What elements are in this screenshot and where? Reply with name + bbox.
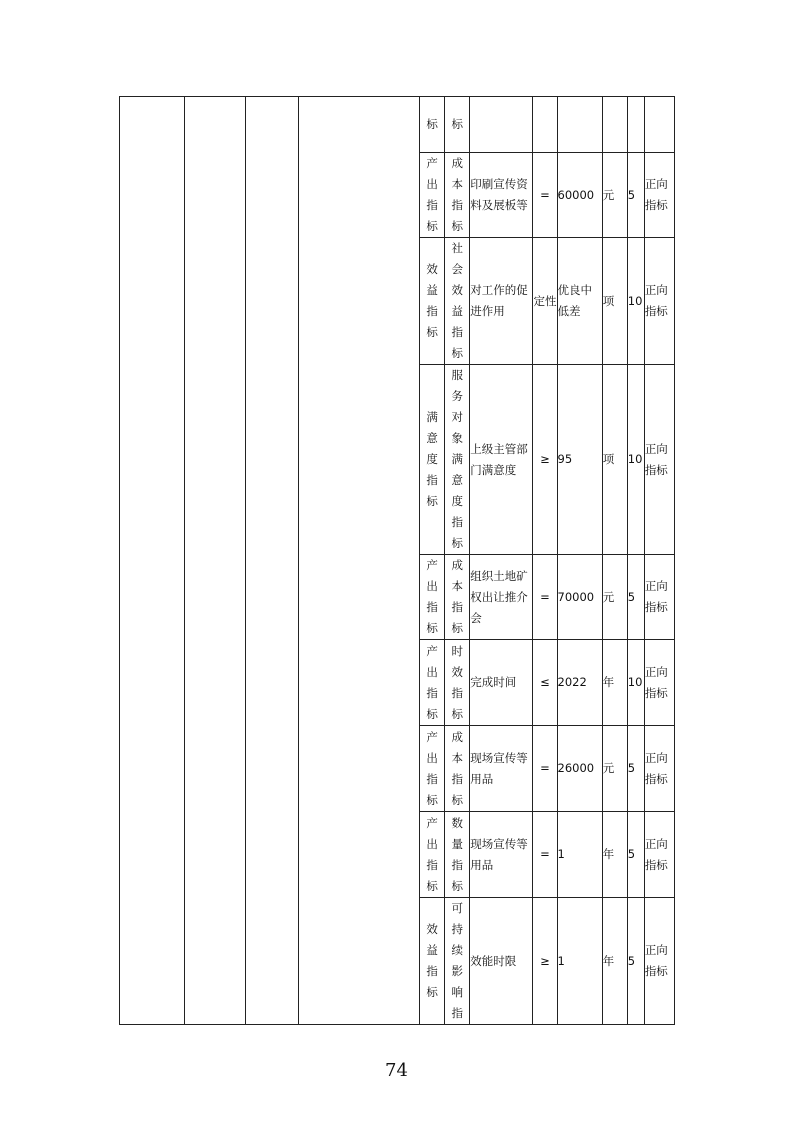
comparator-cell: [533, 153, 557, 238]
target-value-text: 70000: [557, 589, 595, 604]
comparator-text: 定性: [533, 293, 557, 308]
direction-cell: [644, 365, 674, 555]
target-value-text: 26000: [557, 761, 595, 775]
unit-cell: [602, 726, 627, 812]
score-text: 5: [627, 761, 636, 775]
level2-indicator-cell: [445, 812, 470, 898]
level2-indicator-cell: [445, 365, 470, 555]
unit-text: 元: [602, 761, 615, 775]
level3-indicator-text: 现场宣传等用品: [470, 750, 528, 786]
direction-text: 正向指标: [644, 441, 668, 477]
level1-indicator-cell: [420, 726, 445, 812]
level1-indicator-text: 产出指标: [426, 643, 438, 721]
page-number: 74: [385, 1060, 408, 1081]
target-value-cell: [557, 640, 602, 726]
direction-text: 正向指标: [644, 177, 668, 212]
target-value-cell: [557, 153, 602, 238]
level2-indicator-text: 数量指标: [451, 815, 463, 893]
comparator-text: =: [540, 847, 550, 861]
level2-indicator-cell: [445, 153, 470, 238]
comparator-text: ≤: [540, 675, 550, 689]
level3-indicator-text: 效能时限: [470, 953, 517, 968]
level1-indicator-text: 产出指标: [426, 815, 438, 893]
level1-indicator-text: 标: [426, 117, 438, 131]
level1-indicator-cell: [420, 97, 445, 153]
direction-cell: [644, 726, 674, 812]
direction-cell: [644, 640, 674, 726]
level2-indicator-text: 成本指标: [451, 156, 463, 233]
unit-cell: [602, 640, 627, 726]
direction-text: 正向指标: [644, 943, 668, 978]
unit-text: 年: [602, 847, 615, 861]
level1-indicator-text: 效益指标: [426, 262, 438, 339]
direction-text: 正向指标: [644, 283, 668, 318]
target-value-cell: [557, 365, 602, 555]
table-body: [120, 97, 675, 1025]
level3-indicator-cell: [470, 812, 533, 898]
comparator-cell: [533, 726, 557, 812]
score-cell: [627, 898, 644, 1025]
score-cell: [627, 812, 644, 898]
blank-merged-cell: [120, 97, 185, 1025]
score-text: 5: [627, 589, 636, 604]
direction-cell: [644, 555, 674, 640]
target-value-cell: [557, 238, 602, 365]
level2-indicator-text: 可持续影响指: [451, 901, 463, 1020]
direction-text: 正向指标: [644, 664, 668, 700]
unit-cell: [602, 555, 627, 640]
blank-merged-cell: [246, 97, 298, 1025]
score-text: 10: [627, 452, 643, 466]
target-value-text: 优良中低差: [557, 283, 593, 318]
unit-cell: [602, 365, 627, 555]
level3-indicator-cell: [470, 726, 533, 812]
level3-indicator-text: 对工作的促进作用: [470, 283, 528, 318]
level3-indicator-cell: [470, 365, 533, 555]
comparator-cell: [533, 555, 557, 640]
level3-indicator-text: 印刷宣传资料及展板等: [470, 177, 528, 212]
unit-text: 年: [602, 675, 615, 689]
unit-text: 项: [602, 452, 615, 466]
comparator-text: =: [540, 761, 550, 775]
comparator-text: ≥: [540, 452, 550, 466]
level1-indicator-text: 满意度指标: [426, 410, 438, 508]
unit-cell: [602, 153, 627, 238]
target-value-text: 60000: [557, 187, 595, 202]
direction-text: 正向指标: [644, 836, 668, 872]
level3-indicator-text: 组织土地矿权出让推介会: [470, 568, 528, 625]
level1-indicator-cell: [420, 812, 445, 898]
level1-indicator-text: 效益指标: [426, 922, 438, 999]
level2-indicator-cell: [445, 640, 470, 726]
level2-indicator-text: 时效指标: [451, 643, 463, 721]
direction-cell: [644, 898, 674, 1025]
comparator-text: =: [540, 187, 550, 202]
target-value-text: 95: [557, 452, 573, 466]
comparator-text: =: [540, 589, 550, 604]
level2-indicator-cell: [445, 898, 470, 1025]
target-value-cell: [557, 898, 602, 1025]
score-text: 5: [627, 847, 636, 861]
unit-text: 年: [602, 953, 615, 968]
comparator-cell: [533, 898, 557, 1025]
level2-indicator-cell: [445, 238, 470, 365]
level1-indicator-text: 产出指标: [426, 558, 438, 635]
level3-indicator-cell: [470, 97, 533, 153]
level1-indicator-text: 产出指标: [426, 729, 438, 807]
level2-indicator-text: 成本指标: [451, 729, 463, 807]
score-cell: [627, 640, 644, 726]
score-cell: [627, 153, 644, 238]
score-cell: [627, 365, 644, 555]
comparator-text: ≥: [540, 953, 550, 968]
unit-text: 元: [602, 589, 615, 604]
unit-cell: [602, 238, 627, 365]
level2-indicator-cell: [445, 726, 470, 812]
level2-indicator-text: 社会效益指标: [451, 241, 463, 360]
level3-indicator-text: 上级主管部门满意度: [470, 441, 528, 477]
score-text: 5: [627, 953, 636, 968]
target-value-cell: [557, 555, 602, 640]
score-text: 10: [627, 293, 643, 308]
level3-indicator-cell: [470, 238, 533, 365]
level3-indicator-cell: [470, 640, 533, 726]
unit-text: 项: [602, 293, 615, 308]
level1-indicator-cell: [420, 898, 445, 1025]
level3-indicator-text: 现场宣传等用品: [470, 836, 528, 872]
target-value-cell: [557, 97, 602, 153]
comparator-cell: [533, 97, 557, 153]
comparator-cell: [533, 365, 557, 555]
level1-indicator-cell: [420, 365, 445, 555]
comparator-cell: [533, 238, 557, 365]
target-value-text: 1: [557, 953, 565, 968]
level2-indicator-cell: [445, 97, 470, 153]
direction-cell: [644, 153, 674, 238]
direction-text: 正向指标: [644, 579, 668, 614]
level1-indicator-cell: [420, 555, 445, 640]
unit-cell: [602, 97, 627, 153]
target-value-cell: [557, 812, 602, 898]
unit-cell: [602, 898, 627, 1025]
level1-indicator-cell: [420, 238, 445, 365]
level2-indicator-text: 服务对象满意度指标: [451, 368, 463, 550]
score-cell: [627, 726, 644, 812]
level3-indicator-text: 完成时间: [470, 675, 517, 689]
score-cell: [627, 238, 644, 365]
score-cell: [627, 97, 644, 153]
level3-indicator-cell: [470, 153, 533, 238]
level1-indicator-cell: [420, 640, 445, 726]
level2-indicator-text: 标: [451, 117, 463, 131]
unit-text: 元: [602, 187, 615, 202]
blank-merged-cell: [185, 97, 246, 1025]
level2-indicator-text: 成本指标: [451, 558, 463, 635]
level1-indicator-cell: [420, 153, 445, 238]
target-value-text: 1: [557, 847, 565, 861]
direction-cell: [644, 97, 674, 153]
table-row: [120, 97, 675, 153]
level2-indicator-cell: [445, 555, 470, 640]
unit-cell: [602, 812, 627, 898]
direction-cell: [644, 238, 674, 365]
comparator-cell: [533, 640, 557, 726]
score-text: 10: [627, 675, 643, 689]
direction-cell: [644, 812, 674, 898]
level3-indicator-cell: [470, 555, 533, 640]
target-value-cell: [557, 726, 602, 812]
indicator-table: [119, 96, 675, 1025]
blank-merged-cell: [298, 97, 419, 1025]
score-text: 5: [627, 187, 636, 202]
target-value-text: 2022: [557, 675, 587, 689]
comparator-cell: [533, 812, 557, 898]
level3-indicator-cell: [470, 898, 533, 1025]
level1-indicator-text: 产出指标: [426, 156, 438, 233]
direction-text: 正向指标: [644, 750, 668, 786]
score-cell: [627, 555, 644, 640]
